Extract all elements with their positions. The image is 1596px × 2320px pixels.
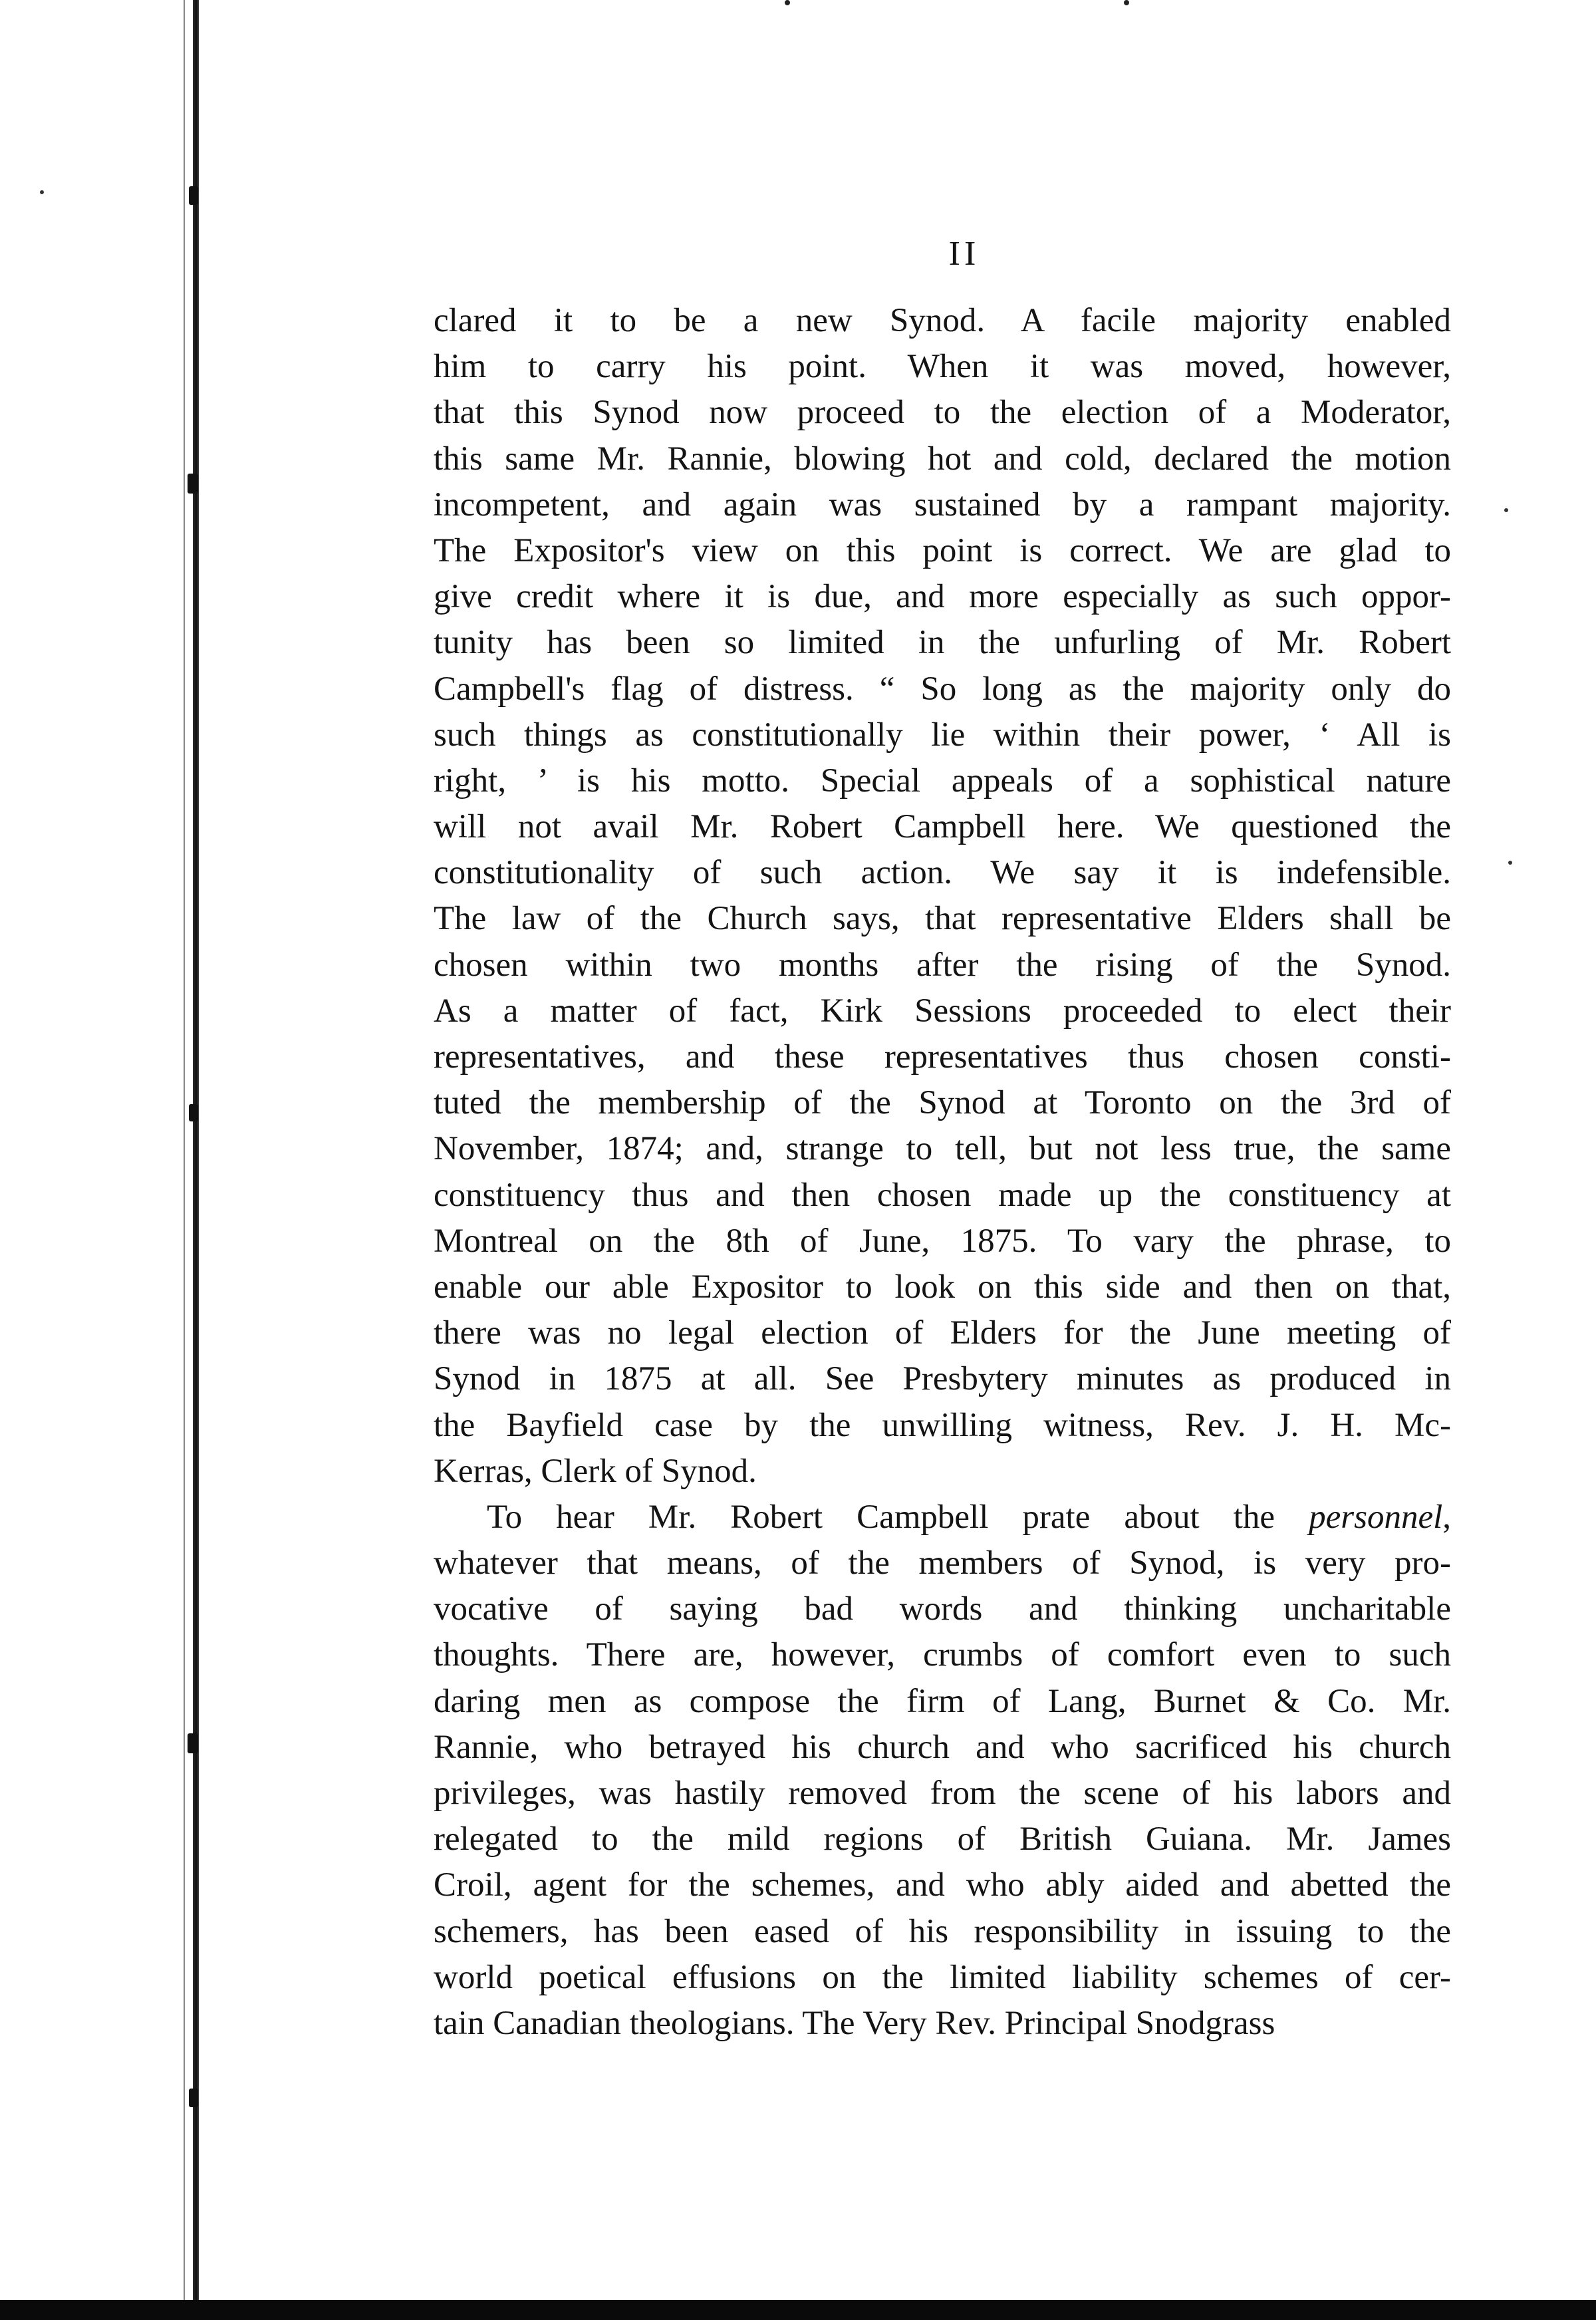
gutter-mark <box>188 474 198 494</box>
text-line: To hear Mr. Robert Campbell prate about the personnel, <box>487 1498 1451 1536</box>
paragraph <box>434 1495 1451 2047</box>
left-margin <box>0 0 200 2320</box>
text-line: Kerras, Clerk of Synod. <box>434 1452 757 1490</box>
gutter-mark <box>189 2089 198 2107</box>
speck <box>1508 861 1512 865</box>
text-line: will not avail Mr. Robert Campbell here. We questioned the <box>434 808 1451 846</box>
page-number: II <box>948 235 980 273</box>
text-line: tunity has been so limited in the unfurling of Mr. Robert <box>434 624 1451 662</box>
gutter-mark <box>189 186 198 205</box>
text-line: tain Canadian theologians. The Very Rev. Principal Snodgrass <box>434 2004 1275 2042</box>
text-line: the Bayfield case by the unwilling witness, Rev. J. H. Mc- <box>434 1406 1451 1444</box>
text-line: November, 1874; and, strange to tell, but not less true, the same <box>434 1130 1451 1168</box>
paragraph <box>434 298 1451 1495</box>
text-line: As a matter of fact, Kirk Sessions proceeded to elect their <box>434 992 1451 1030</box>
text-line: constitutionality of such action. We say it is indefensible. <box>434 854 1451 892</box>
text-line: Synod in 1875 at all. See Presbytery minutes as produced in <box>434 1360 1451 1398</box>
text-line: constituency thus and then chosen made up the constituency at <box>434 1176 1451 1214</box>
text-line: world poetical effusions on the limited liability schemes of cer- <box>434 1958 1451 1996</box>
text-line: right, ’ is his motto. Special appeals of a sophistical nature <box>434 762 1451 799</box>
text-line: clared it to be a new Synod. A facile majority enabled <box>434 302 1451 339</box>
body-text <box>434 298 1451 2047</box>
text-line: The Expositor's view on this point is correct. We are glad to <box>434 531 1451 569</box>
binding-edge-shadow <box>184 0 185 2320</box>
gutter-mark <box>188 1733 198 1753</box>
text-line: thoughts. There are, however, crumbs of comfort even to such <box>434 1636 1451 1674</box>
text-line: privileges, was hastily removed from the scene of his labors and <box>434 1775 1451 1812</box>
text-line: enable our able Expositor to look on this side and then on that, <box>434 1268 1451 1306</box>
speck <box>785 0 790 5</box>
scan-bottom-border <box>0 2300 1596 2320</box>
speck <box>1504 508 1508 512</box>
text-line: The law of the Church says, that representative Elders shall be <box>434 900 1451 938</box>
text-line: schemers, has been eased of his responsibility in issuing to the <box>434 1912 1451 1950</box>
text-line: that this Synod now proceed to the election of a Moderator, <box>434 394 1451 432</box>
binding-edge <box>193 0 199 2320</box>
text-line: him to carry his point. When it was moved, however, <box>434 348 1451 386</box>
text-line: representatives, and these representatives thus chosen consti- <box>434 1038 1451 1076</box>
speck <box>40 190 44 194</box>
text-line: daring men as compose the firm of Lang, Burnet & Co. Mr. <box>434 1682 1451 1720</box>
text-line: whatever that means, of the members of Synod, is very pro- <box>434 1544 1451 1582</box>
speck <box>1124 0 1129 5</box>
text-line: vocative of saying bad words and thinking uncharitable <box>434 1590 1451 1628</box>
text-line: give credit where it is due, and more especially as such oppor- <box>434 578 1451 616</box>
text-line: there was no legal election of Elders for the June meeting of <box>434 1314 1451 1352</box>
text-line: Croil, agent for the schemes, and who ably aided and abetted the <box>434 1866 1451 1904</box>
gutter-mark <box>189 1104 198 1121</box>
text-line: Montreal on the 8th of June, 1875. To vary the phrase, to <box>434 1222 1451 1260</box>
text-line: this same Mr. Rannie, blowing hot and cold, declared the motion <box>434 440 1451 478</box>
text-line: Campbell's flag of distress. “ So long as the majority only do <box>434 670 1451 708</box>
text-line: relegated to the mild regions of British Guiana. Mr. James <box>434 1820 1451 1858</box>
text-line: chosen within two months after the rising of the Synod. <box>434 946 1451 984</box>
text-line: Rannie, who betrayed his church and who sacrificed his church <box>434 1728 1451 1766</box>
text-line: tuted the membership of the Synod at Toronto on the 3rd of <box>434 1084 1451 1122</box>
text-line: incompetent, and again was sustained by a rampant majority. <box>434 486 1451 523</box>
text-line: such things as constitutionally lie within their power, ‘ All is <box>434 716 1451 754</box>
